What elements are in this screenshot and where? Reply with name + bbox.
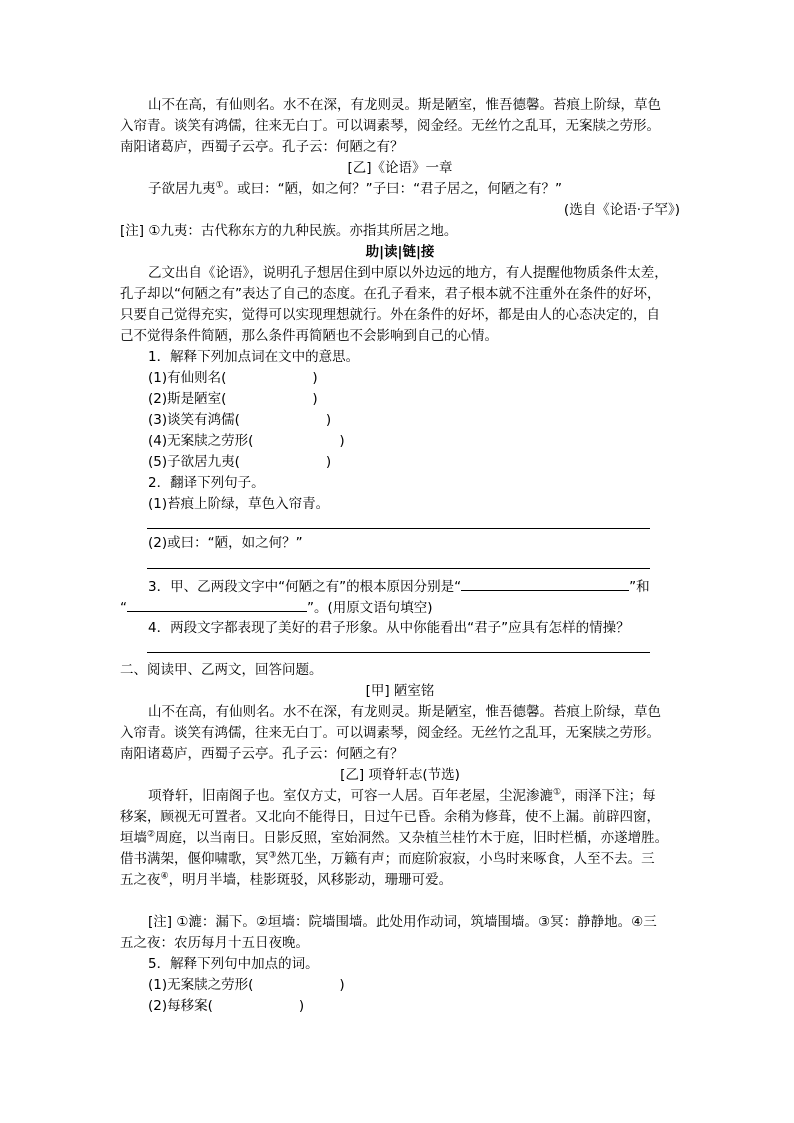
section-2-b-line-2: 移案，顾视无可置者。又北向不能得日，日过午已昏。余稍为修葺，使不上漏。前辟四窗， — [120, 809, 660, 825]
passage-a-line-3: 南阳诸葛庐，西蜀子云亭。孔子云：何陋之有？ — [120, 139, 404, 155]
reading-link-line-4: 己不觉得条件简陋，那么条件再简陋也不会影响到自己的心情。 — [120, 328, 498, 344]
reading-link-line-2: 孔子却以“何陋之有”表达了自己的态度。在孔子看来，君子根本就不注重外在条件的好坏， — [120, 286, 661, 302]
q5-stem: 5．解释下列句中加点的词。 — [148, 956, 319, 972]
q1-stem: 1．解释下列加点词在文中的意思。 — [148, 349, 360, 365]
q3-blank-2[interactable] — [127, 597, 307, 612]
section-2-heading: 二、阅读甲、乙两文，回答问题。 — [120, 662, 323, 678]
q2-stem: 2．翻译下列句子。 — [148, 475, 265, 491]
q4-stem: 4．两段文字都表现了美好的君子形象。从中你能看出“君子”应具有怎样的情操？ — [148, 620, 630, 636]
section-2-a-line-1: 山不在高，有仙则名。水不在深，有龙则灵。斯是陋室，惟吾德馨。苔痕上阶绿，草色 — [148, 704, 661, 720]
q3-line-1: 3．甲、乙两段文字中“何陋之有”的根本原因分别是“ ”和 — [120, 576, 680, 598]
reading-link-line-1: 乙文出自《论语》，说明孔子想居住到中原以外边远的地方，有人提醒他物质条件太差， — [148, 265, 668, 281]
section-2-a-line-2: 入帘青。谈笑有鸿儒，往来无白丁。可以调素琴，阅金经。无丝竹之乱耳，无案牍之劳形。 — [120, 725, 660, 741]
section-2-a-line-3: 南阳诸葛庐，西蜀子云亭。孔子云：何陋之有？ — [120, 746, 404, 762]
footnote-marker: ① — [215, 180, 224, 191]
answer-line[interactable] — [147, 528, 650, 529]
q1-item: (2)斯是陋室( ) — [148, 391, 318, 407]
section-2-title-b: [乙] 项脊轩志(节选) — [340, 767, 460, 783]
q3-blank-1[interactable] — [461, 576, 629, 591]
passage-b-text: 子欲居九夷①。或曰：“陋，如之何？”子曰：“君子居之，何陋之有？” — [148, 180, 563, 197]
passage-b-title: [乙]《论语》一章 — [347, 160, 453, 176]
section-2-note-line-1: [注] ①漉：漏下。②垣墙：院墙围墙。此处用作动词，筑墙围墙。③冥：静静地。④三 — [148, 914, 657, 930]
passage-a-line-2: 入帘青。谈笑有鸿儒，往来无白丁。可以调素琴，阅金经。无丝竹之乱耳，无案牍之劳形。 — [120, 118, 660, 134]
section-2-b-line-1: 项脊轩，旧南阁子也。室仅方丈，可容一人居。百年老屋，尘泥渗漉①，雨泽下注；每 — [148, 787, 656, 804]
q1-item: (1)有仙则名( ) — [148, 370, 318, 386]
section-2-title-a: [甲] 陋室铭 — [365, 683, 435, 699]
passage-b-note: [注] ①九夷：古代称东方的九种民族。亦指其所居之地。 — [120, 223, 458, 239]
section-2-note-line-2: 五之夜：农历每月十五日夜晚。 — [120, 935, 309, 951]
section-2-b-line-3: 垣墙②周庭，以当南日。日影反照，室始洞然。又杂植兰桂竹木于庭，旧时栏楯，亦遂增胜。 — [120, 829, 669, 846]
answer-line[interactable] — [147, 568, 650, 569]
section-2-b-line-4: 借书满架，偃仰啸歌，冥③然兀坐，万籁有声；而庭阶寂寂，小鸟时来啄食，人至不去。三 — [120, 850, 655, 867]
q1-item: (5)子欲居九夷( ) — [148, 454, 332, 470]
q2-sentence-1: (1)苔痕上阶绿，草色入帘青。 — [148, 496, 330, 512]
answer-line[interactable] — [147, 652, 650, 653]
q1-item: (4)无案牍之劳形( ) — [148, 433, 345, 449]
q5-item-1: (1)无案牍之劳形( ) — [148, 977, 345, 993]
q2-sentence-2: (2)或曰：“陋，如之何？” — [148, 535, 303, 551]
reading-link-heading: 助|读|链|接 — [365, 244, 435, 260]
passage-b-source: (选自《论语·子罕》) — [563, 202, 680, 218]
q5-item-2: (2)每移案( ) — [148, 998, 305, 1014]
section-2-b-line-5: 五之夜④，明月半墙，桂影斑驳，风移影动，珊珊可爱。 — [120, 871, 453, 888]
q3-line-2: “ ”。(用原文语句填空) — [120, 597, 680, 619]
q1-item: (3)谈笑有鸿儒( ) — [148, 412, 332, 428]
reading-link-line-3: 只要自己觉得充实，觉得可以实现理想就行。外在条件的好坏，都是由人的心态决定的，自 — [120, 307, 660, 323]
passage-a-line-1: 山不在高，有仙则名。水不在深，有龙则灵。斯是陋室，惟吾德馨。苔痕上阶绿，草色 — [148, 97, 661, 113]
